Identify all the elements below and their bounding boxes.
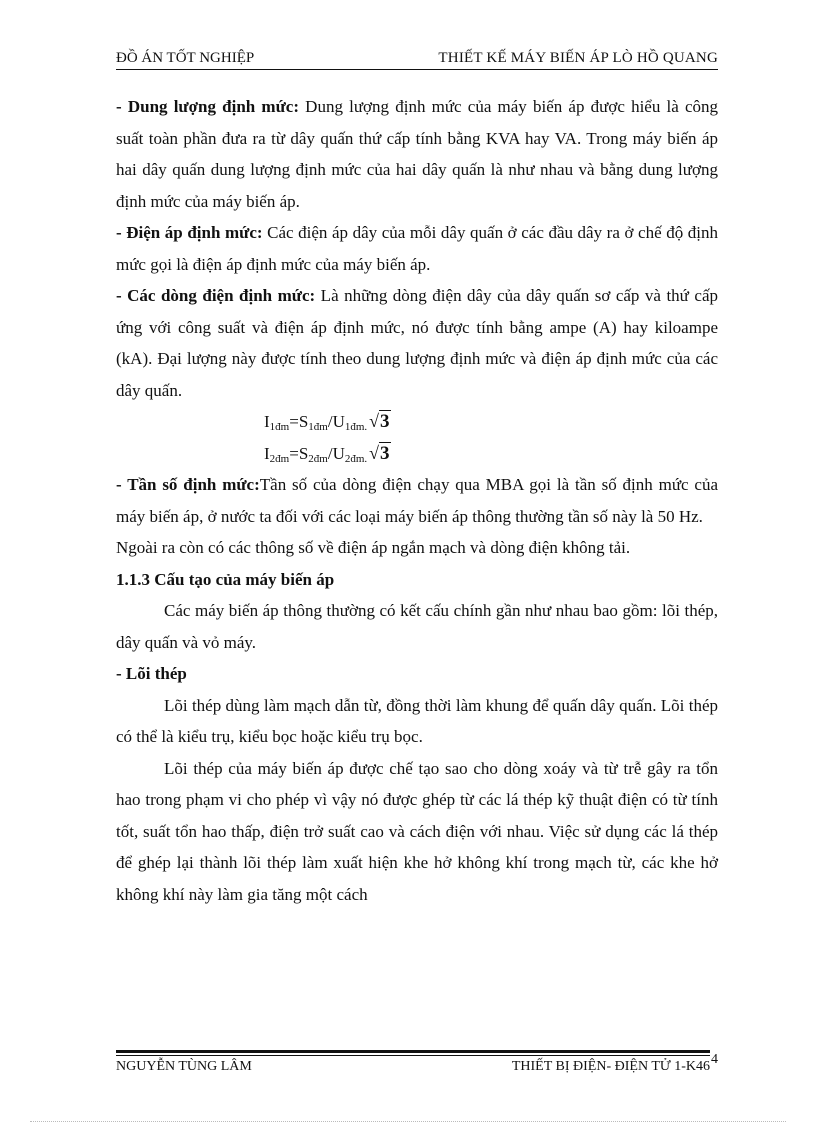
term-rated-voltage: - Điện áp định mức: xyxy=(116,223,263,242)
header-left: ĐỒ ÁN TỐT NGHIỆP xyxy=(116,50,255,66)
sqrt-symbol: √3 xyxy=(369,442,390,464)
paragraph-other-params: Ngoài ra còn có các thông số về điện áp ngắn mạch và dòng điện không tải. xyxy=(116,538,631,557)
term-rated-frequency: - Tần số định mức: xyxy=(116,475,260,494)
formula-i2: $I_{2đm}=S_{2đm}/U_{2đm.}$ √3 xyxy=(264,438,718,470)
page-footer xyxy=(116,1058,710,1076)
paragraph-rated-current: - Các dòng điện định mức: Là những dòng điện dây của dây quấn sơ cấp và thứ cấp ứng với công suất và điện áp định mức, nó được tính bằng ampe (A) hay kiloampe (kA). Đại lượng này được tính theo dung lượng định mức và điện áp định mức của các dây quấn. xyxy=(116,286,718,400)
term-rated-capacity: - Dung lượng định mức: xyxy=(116,97,299,116)
page-number: 4 xyxy=(711,1052,718,1067)
formula-i1: $I_{1đm}=S_{1đm}/U_{1đm.}$ √3 xyxy=(264,406,718,438)
sqrt-symbol: √3 xyxy=(369,411,390,432)
footer-rule xyxy=(116,1050,710,1056)
paragraph-rated-frequency: - Tần số định mức:Tần số của dòng điện chạy qua MBA gọi là tần số định mức của máy biến áp, ở nước ta đối với các loại máy biến áp thông thường tần số này là 50 Hz. xyxy=(116,475,719,526)
document-body xyxy=(116,91,718,910)
footer-author: NGUYỄN TÙNG LÂM xyxy=(116,1059,252,1074)
footer-department: THIẾT BỊ ĐIỆN- ĐIỆN TỬ 1-K46 xyxy=(511,1059,710,1074)
term-rated-current: - Các dòng điện định mức: xyxy=(116,286,316,305)
paragraph-structure: Các máy biến áp thông thường có kết cấu chính gần như nhau bao gồm: lõi thép, dây quấn và vỏ máy. xyxy=(116,601,718,652)
paragraph-rated-capacity: - Dung lượng định mức: Dung lượng định mức của máy biến áp được hiểu là công suất toàn phần đưa ra từ dây quấn thứ cấp tính bằng KVA hay VA. Trong máy biến áp hai dây quấn dung lượng định mức của hai dây quấn là như nhau và bằng dung lượng định mức của máy biến áp. xyxy=(116,97,718,211)
paragraph-core-material: Lõi thép của máy biến áp được chế tạo sao cho dòng xoáy và từ trễ gây ra tổn hao trong phạm vi cho phép vì vậy nó được ghép từ các lá thép kỹ thuật điện có từ tính tốt, suất tổn hao thấp, điện trở suất cao và cách điện với nhau. Việc sử dụng các lá thép để ghép lại thành lõi thép làm xuất hiện khe hở không khí trong mạch từ, các khe hở không khí này làm gia tăng một cách xyxy=(116,758,718,904)
section-heading: 1.1.3 Cấu tạo của máy biến áp xyxy=(116,569,335,589)
page-header xyxy=(116,48,718,70)
paragraph-core-function: Lõi thép dùng làm mạch dẫn từ, đồng thời làm khung để quấn dây quấn. Lõi thép có thể là kiểu trụ, kiểu bọc hoặc kiểu trụ bọc. xyxy=(116,695,718,746)
subheading-core: - Lõi thép xyxy=(116,664,187,683)
header-right: THIẾT KẾ MÁY BIẾN ÁP LÒ HỒ QUANG xyxy=(438,50,718,66)
page-edge-divider xyxy=(30,1121,786,1122)
paragraph-rated-voltage: - Điện áp định mức: Các điện áp dây của mỗi dây quấn ở các đầu dây ra ở chế độ định mức gọi là điện áp định mức của máy biến áp. xyxy=(116,223,718,274)
